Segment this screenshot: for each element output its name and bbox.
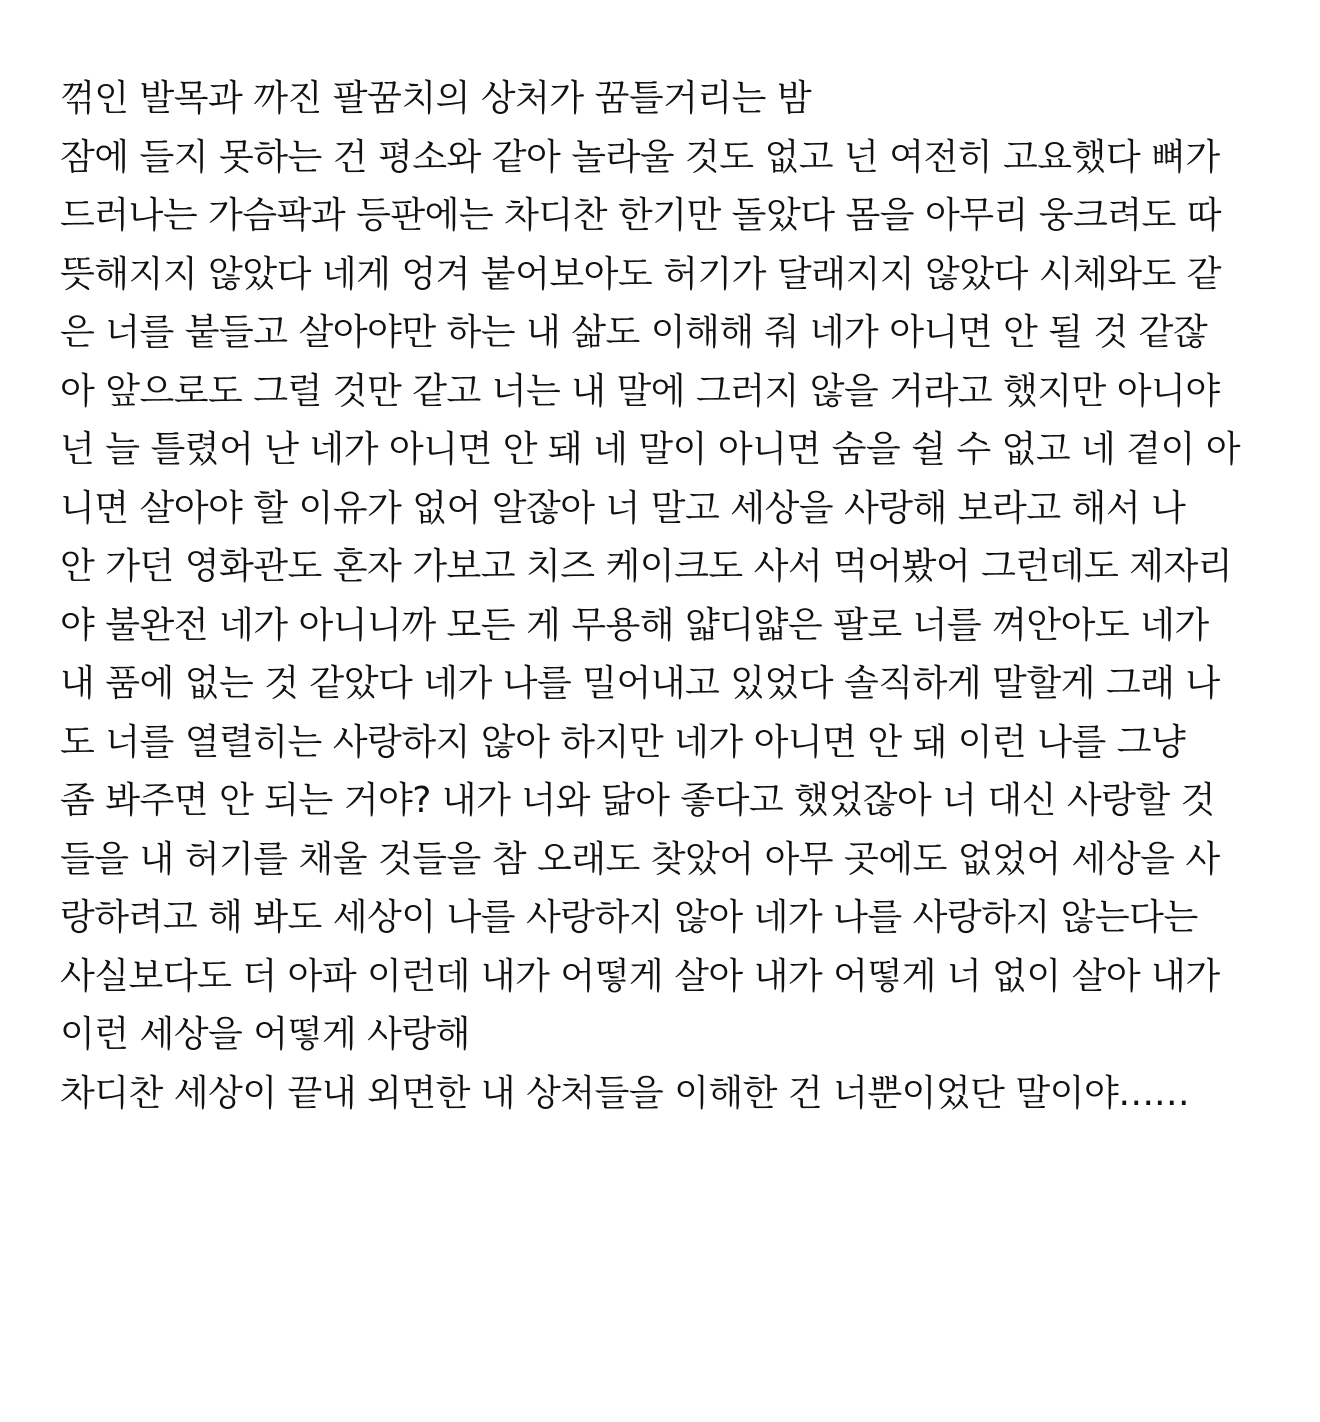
poem-line: 니면 살아야 할 이유가 없어 알잖아 너 말고 세상을 사랑해 보라고 해서 나: [60, 487, 1186, 529]
poem-line: 내 품에 없는 것 같았다 네가 나를 밀어내고 있었다 솔직하게 말할게 그래 나: [60, 663, 1220, 704]
poem-line: 이런 세상을 어떻게 사랑해: [60, 1014, 470, 1055]
poem-line: 넌 늘 틀렸어 난 네가 아니면 안 돼 네 말이 아니면 숨을 쉴 수 없고 네 곁이 아: [60, 429, 1241, 470]
poem-line: 꺾인 발목과 까진 팔꿈치의 상처가 꿈틀거리는 밤: [60, 78, 812, 119]
poem-line: 은 너를 붙들고 살아야만 하는 내 삶도 이해해 줘 네가 아니면 안 될 것 같잖: [60, 312, 1208, 353]
poem-line: 야 불완전 네가 아니니까 모든 게 무용해 얇디얇은 팔로 너를 껴안아도 네가: [60, 604, 1209, 646]
poem-line: 아 앞으로도 그럴 것만 같고 너는 내 말에 그러지 않을 거라고 했지만 아니야: [60, 370, 1220, 412]
poem-line: 들을 내 허기를 채울 것들을 참 오래도 찾았어 아무 곳에도 없었어 세상을 사: [60, 838, 1220, 880]
poem-line: 사실보다도 더 아파 이런데 내가 어떻게 살아 내가 어떻게 너 없이 살아 내가: [60, 955, 1220, 997]
poem-line: 차디찬 세상이 끝내 외면한 내 상처들을 이해한 건 너뿐이었단 말이야……: [60, 1072, 1190, 1114]
poem-line: 잠에 들지 못하는 건 평소와 같아 놀라울 것도 없고 넌 여전히 고요했다 뼈가: [60, 136, 1220, 178]
poem-line: 드러나는 가슴팍과 등판에는 차디찬 한기만 돌았다 몸을 아무리 웅크려도 따: [60, 195, 1222, 236]
poem-line: 랑하려고 해 봐도 세상이 나를 사랑하지 않아 네가 나를 사랑하지 않는다는: [60, 897, 1198, 938]
poem-line: 뜻해지지 않았다 네게 엉겨 붙어보아도 허기가 달래지지 않았다 시체와도 같: [60, 253, 1222, 295]
poem-line: 좀 봐주면 안 되는 거야? 내가 너와 닮아 좋다고 했었잖아 너 대신 사랑할 것: [60, 780, 1215, 821]
poem-text: [60, 70, 1260, 1123]
poem-line: 안 가던 영화관도 혼자 가보고 치즈 케이크도 사서 먹어봤어 그런데도 제자리: [60, 546, 1232, 587]
poem-line: 도 너를 열렬히는 사랑하지 않아 하지만 네가 아니면 안 돼 이런 나를 그냥: [60, 721, 1186, 763]
